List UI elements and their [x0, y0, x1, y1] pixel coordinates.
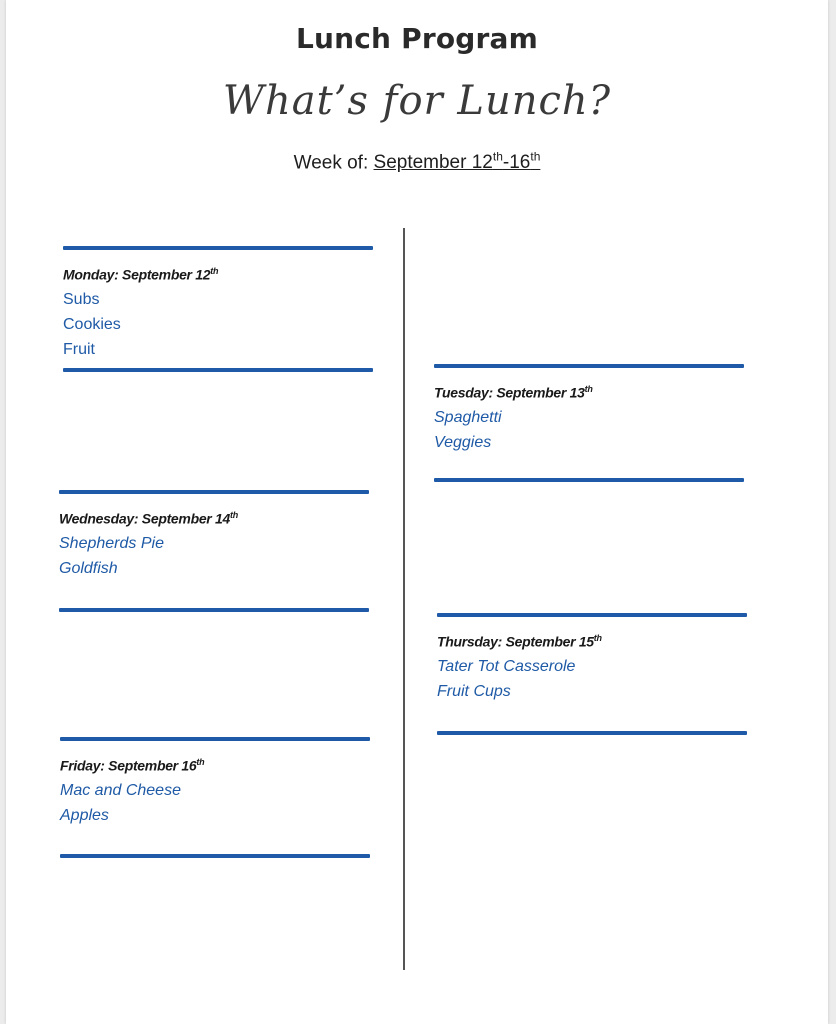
menu-item: Cookies	[63, 315, 121, 333]
day-heading: Monday: September 12th	[63, 266, 219, 283]
menu-items	[63, 287, 373, 362]
menu-item: Subs	[63, 290, 100, 308]
menu-item: Goldfish	[59, 559, 118, 577]
menu-item: Veggies	[434, 433, 492, 451]
rule-top	[63, 246, 373, 250]
day-friday	[60, 737, 370, 861]
menu-items	[60, 778, 370, 828]
rule-bottom	[437, 731, 747, 735]
rule-bottom	[434, 478, 744, 482]
menu-item: Fruit Cups	[437, 682, 511, 700]
rule-top	[59, 490, 369, 494]
day-heading: Thursday: September 15th	[437, 633, 602, 650]
page-subtitle: What’s for Lunch?	[222, 78, 612, 124]
menu-item: Fruit	[63, 340, 95, 358]
day-thursday	[437, 613, 747, 737]
day-heading: Wednesday: September 14th	[59, 510, 238, 527]
menu-item: Spaghetti	[434, 408, 502, 426]
day-monday	[63, 246, 373, 374]
rule-bottom	[59, 608, 369, 612]
rule-bottom	[60, 854, 370, 858]
rule-top	[434, 364, 744, 368]
menu-item: Apples	[60, 806, 109, 824]
menu-item: Shepherds Pie	[59, 534, 164, 552]
column-divider	[403, 228, 405, 970]
menu-items	[437, 654, 747, 704]
rule-top	[437, 613, 747, 617]
menu-items	[59, 531, 369, 581]
menu-items	[434, 405, 744, 455]
day-heading: Friday: September 16th	[60, 757, 205, 774]
rule-top	[60, 737, 370, 741]
week-dates: September 12th-16th	[373, 150, 541, 174]
page-title: Lunch Program	[295, 22, 539, 55]
week-of	[6, 150, 828, 174]
rule-bottom	[63, 368, 373, 372]
menu-page	[6, 0, 828, 1024]
menu-item: Tater Tot Casserole	[437, 657, 576, 675]
day-heading: Tuesday: September 13th	[434, 384, 593, 401]
day-tuesday	[434, 364, 744, 484]
menu-item: Mac and Cheese	[60, 781, 181, 799]
day-wednesday	[59, 490, 369, 614]
week-prefix: Week of:	[293, 152, 374, 174]
